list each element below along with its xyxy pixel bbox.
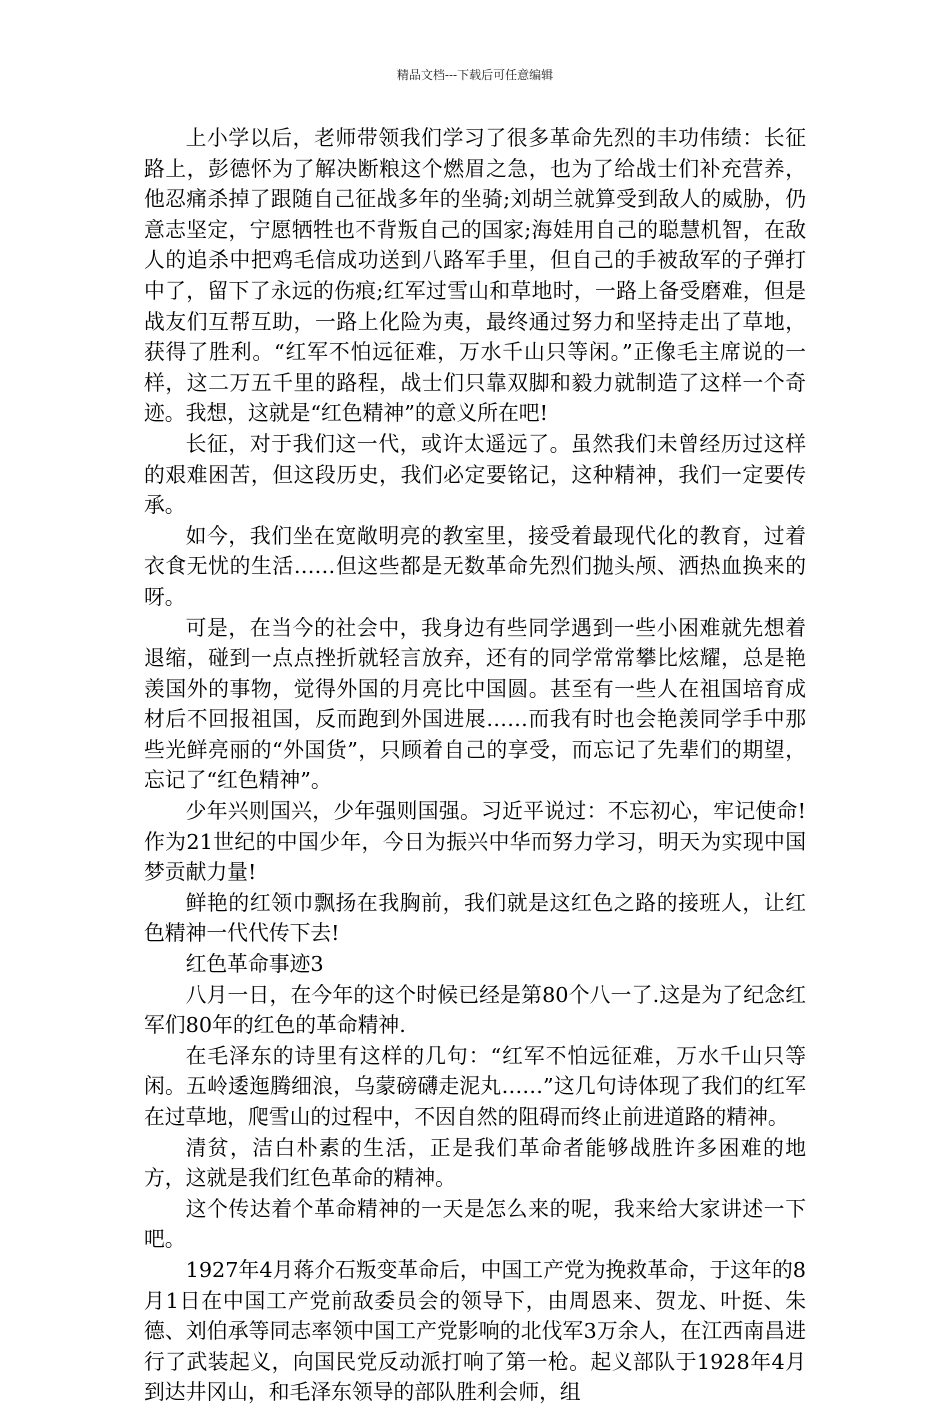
paragraph: 少年兴则国兴，少年强则国强。习近平说过：不忘初心，牢记使命!作为21世纪的中国少年，今日为振兴中华而努力学习，明天为实现中国梦贡献力量! bbox=[144, 799, 806, 885]
paragraph: 清贫，洁白朴素的生活，正是我们革命者能够战胜许多困难的地方，这就是我们红色革命的精神。 bbox=[144, 1135, 806, 1191]
paragraph: 1927年4月蒋介石叛变革命后，中国工产党为挽救革命，于这年的8月1日在中国工产党前敌委员会的领导下，由周恩来、贺龙、叶挺、朱德、刘伯承等同志率领中国工产党影响的北伐军3万余人，在江西南昌进行了武装起义，向国民党反动派打响了第一枪。起义部队于1928年4月到达井冈山，和毛泽东领导的部队胜利会师，组 bbox=[144, 1257, 806, 1405]
paragraph: 上小学以后，老师带领我们学习了很多革命先烈的丰功伟绩：长征路上，彭德怀为了解决断粮这个燃眉之急，也为了给战士们补充营养，他忍痛杀掉了跟随自己征战多年的坐骑;刘胡兰就算受到敌人的威胁，仍意志坚定，宁愿牺牲也不背叛自己的国家;海娃用自己的聪慧机智，在敌人的追杀中把鸡毛信成功送到八路军手里，但自己的手被敌军的子弹打中了，留下了永远的伤痕;红军过雪山和草地时，一路上备受磨难，但是战友们互帮互助，一路上化险为夷，最终通过努力和坚持走出了草地，获得了胜利。“红军不怕远征难，万水千山只等闲。”正像毛主席说的一样，这二万五千里的路程，战士们只靠双脚和毅力就制造了这样一个奇迹。我想，这就是“红色精神”的意义所在吧! bbox=[144, 126, 806, 426]
paragraph: 八月一日，在今年的这个时候已经是第80个八一了.这是为了纪念红军们80年的红色的革命精神. bbox=[144, 982, 806, 1038]
document-body bbox=[144, 123, 806, 1408]
paragraph: 可是，在当今的社会中，我身边有些同学遇到一些小困难就先想着退缩，碰到一点点挫折就轻言放弃，还有的同学常常攀比炫耀，总是艳羡国外的事物，觉得外国的月亮比中国圆。甚至有一些人在祖国培育成材后不回报祖国，反而跑到外国进展……而我有时也会艳羡同学手中那些光鲜亮丽的“外国货”，只顾着自己的享受，而忘记了先辈们的期望，忘记了“红色精神”。 bbox=[144, 615, 806, 793]
page-header: 精品文档---下载后可任意编辑 bbox=[396, 68, 554, 82]
paragraph: 鲜艳的红领巾飘扬在我胸前，我们就是这红色之路的接班人，让红色精神一代代传下去! bbox=[144, 890, 806, 946]
section-heading: 红色革命事迹3 bbox=[185, 952, 324, 977]
paragraph: 如今，我们坐在宽敞明亮的教室里，接受着最现代化的教育，过着衣食无忧的生活……但这些都是无数革命先烈们抛头颅、洒热血换来的呀。 bbox=[144, 523, 806, 609]
paragraph: 长征，对于我们这一代，或许太遥远了。虽然我们未曾经历过这样的艰难困苦，但这段历史，我们必定要铭记，这种精神，我们一定要传承。 bbox=[144, 431, 806, 518]
paragraph: 这个传达着个革命精神的一天是怎么来的呢，我来给大家讲述一下吧。 bbox=[144, 1196, 806, 1252]
paragraph: 在毛泽东的诗里有这样的几句：“红军不怕远征难，万水千山只等闲。五岭逶迤腾细浪，乌蒙磅礴走泥丸……”这几句诗体现了我们的红军在过草地，爬雪山的过程中，不因自然的阻碍而终止前进道路的精神。 bbox=[144, 1043, 806, 1129]
